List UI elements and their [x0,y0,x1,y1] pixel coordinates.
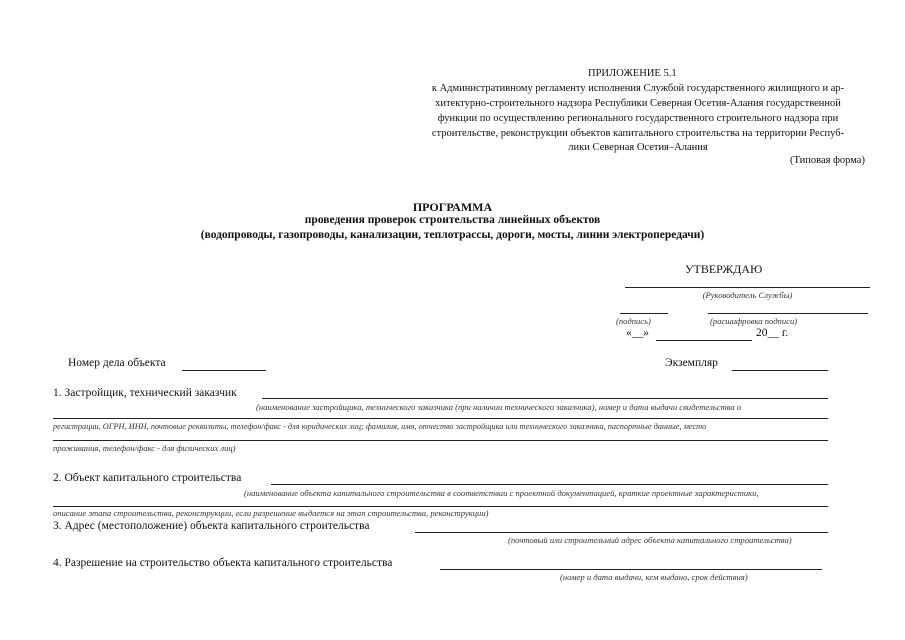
item-object-field[interactable] [271,484,828,485]
item-developer-caption: проживания, телефон/факс - для физических лиц) [53,443,236,453]
appendix-title: ПРИЛОЖЕНИЕ 5.1 [588,68,677,79]
item-object-label: 2. Объект капитального строительства [53,472,242,484]
item-developer-field-3[interactable] [53,440,828,441]
item-developer-label: 1. Застройщик, технический заказчик [53,387,237,399]
item-object-caption: (наименование объекта капитального строительства в соответствии с проектной документацией, краткие проектные характеристики, [244,488,759,498]
item-developer-field-2[interactable] [53,418,828,419]
case-number-label: Номер дела объекта [68,357,166,369]
signature-caption: (подпись) [616,316,651,326]
decode-caption: (расшифровка подписи) [710,316,798,326]
item-developer-caption: регистрации, ОГРН, ИНН, почтовые реквизиты, телефон/факс - для юридических лиц; фамилия, имя, отчество застройщика или технического заказчика, паспортные данные, место [53,422,707,431]
item-address-field[interactable] [415,532,828,533]
date-year: 20__ г. [756,327,789,339]
form-type-note: (Типовая форма) [790,155,865,166]
appendix-line: хитектурно-строительного надзора Республики Северная Осетия-Алания государственной [435,98,841,109]
appendix-line: к Административному регламенту исполнения Службой государственного жилищного и ар- [431,83,845,94]
copy-label: Экземпляр [665,357,718,369]
program-subtitle: проведения проверок строительства линейных объектов [304,214,601,226]
head-caption: (Руководитель Службы) [702,290,793,300]
item-object-caption: описание этапа строительства, реконструкции, если разрешение выдается на этап строительства, реконструкции) [53,508,489,518]
program-subtitle-list: (водопроводы, газопроводы, канализации, теплотрассы, дороги, мосты, линии электропередачи) [200,229,705,241]
head-signature-line[interactable] [625,287,870,288]
item-permit-caption: (номер и дата выдачи, кем выдано, срок действия) [560,572,748,582]
appendix-line: лики Северная Осетия–Алания [568,142,708,153]
copy-field[interactable] [732,370,828,371]
appendix-line: строительстве, реконструкции объектов капитального строительства на территории Респуб- [431,128,845,139]
item-permit-field[interactable] [440,569,822,570]
date-day: «__» [626,327,649,339]
item-permit-label: 4. Разрешение на строительство объекта капитального строительства [53,557,393,569]
case-number-field[interactable] [182,370,266,371]
item-address-label: 3. Адрес (местоположение) объекта капитального строительства [53,520,370,532]
item-developer-field[interactable] [262,398,828,399]
signature-line[interactable] [620,313,668,314]
item-object-field-2[interactable] [53,506,828,507]
item-address-caption: (почтовый или строительный адрес объекта капитального строительства) [508,535,792,545]
appendix-line: функции по осуществлению регионального государственного строительного надзора при [437,113,839,124]
item-developer-caption: (наименование застройщика, технического заказчика (при наличии технического заказчика), номер и дата выдачи свидетельства о [256,402,742,412]
decode-line[interactable] [708,313,868,314]
date-month-line[interactable] [656,340,752,341]
approval-label: УТВЕРЖДАЮ [685,262,763,276]
program-title: ПРОГРАММА [412,200,493,214]
